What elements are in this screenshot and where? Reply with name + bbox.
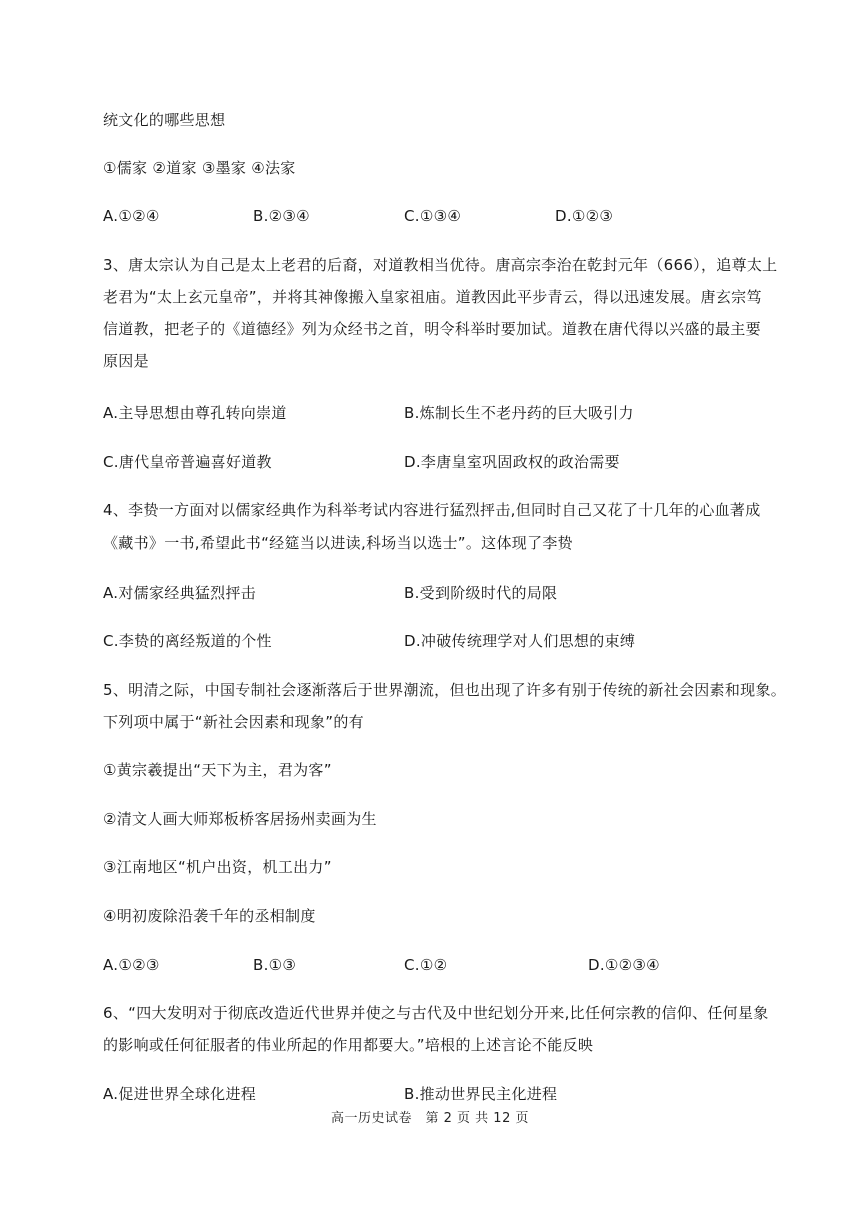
q6-options-row-1 (103, 1084, 783, 1104)
q3-stem-line-2: 老君为“太上玄元皇帝”，并将其神像搬入皇家祖庙。道教因此平步青云，得以迅速发展。唐玄宗笃 (103, 288, 762, 306)
q2-stem-tail: 统文化的哪些思想 (103, 111, 226, 129)
q5-item-1: ①黄宗羲提出“天下为主，君为客” (103, 761, 332, 779)
q5-option-c[interactable]: C.①② (404, 956, 448, 974)
q3-stem-line-1: 3、唐太宗认为自己是太上老君的后裔，对道教相当优待。唐高宗李治在乾封元年（666），追尊太上 (103, 256, 778, 274)
q4-option-b[interactable]: B.受到阶级时代的局限 (404, 584, 558, 602)
page-footer: 高一历史试卷 第 2 页 共 12 页 (331, 1111, 529, 1126)
q3-stem-line-3: 信道教，把老子的《道德经》列为众经书之首，明令科举时要加试。道教在唐代得以兴盛的最主要 (103, 320, 761, 338)
q2-option-b[interactable]: B.②③④ (253, 207, 310, 225)
q5-stem-line-2: 下列项中属于“新社会因素和现象”的有 (103, 713, 364, 731)
q5-options (103, 955, 783, 975)
q3-options-row-2 (103, 452, 783, 472)
q4-options-row-2 (103, 631, 783, 651)
q4-stem-line-2: 《藏书》一书,希望此书“经筵当以进读,科场当以选士”。这体现了李贽 (103, 534, 573, 552)
q2-options (103, 206, 783, 226)
q5-item-4: ④明初废除沿袭千年的丞相制度 (103, 907, 316, 925)
q2-items: ①儒家 ②道家 ③墨家 ④法家 (103, 159, 296, 177)
q6-option-b[interactable]: B.推动世界民主化进程 (404, 1085, 558, 1103)
q5-option-a[interactable]: A.①②③ (103, 956, 160, 974)
q3-option-a[interactable]: A.主导思想由尊孔转向崇道 (103, 404, 287, 422)
q3-option-b[interactable]: B.炼制长生不老丹药的巨大吸引力 (404, 404, 634, 422)
q4-options-row-1 (103, 583, 783, 603)
q4-stem-line-1: 4、李贽一方面对以儒家经典作为科举考试内容进行猛烈抨击,但同时自己又花了十几年的心血著成 (103, 501, 761, 519)
q2-option-d[interactable]: D.①②③ (555, 207, 614, 225)
q3-option-c[interactable]: C.唐代皇帝普遍喜好道教 (103, 453, 272, 471)
q5-stem-line-1: 5、明清之际，中国专制社会逐渐落后于世界潮流，但也出现了许多有别于传统的新社会因素和现象。 (103, 681, 787, 699)
q6-stem-line-1: 6、“四大发明对于彻底改造近代世界并使之与古代及中世纪划分开来,比任何宗教的信仰、任何星象 (103, 1004, 769, 1022)
q5-item-2: ②清文人画大师郑板桥客居扬州卖画为生 (103, 810, 377, 828)
q2-option-c[interactable]: C.①③④ (404, 207, 462, 225)
q5-option-b[interactable]: B.①③ (253, 956, 297, 974)
q2-option-a[interactable]: A.①②④ (103, 207, 160, 225)
q3-stem-line-4: 原因是 (103, 352, 149, 370)
q4-option-c[interactable]: C.李贽的离经叛道的个性 (103, 632, 272, 650)
q6-stem-line-2: 的影响或任何征服者的伟业所起的作用都要大。”培根的上述言论不能反映 (103, 1036, 594, 1054)
q4-option-a[interactable]: A.对儒家经典猛烈抨击 (103, 584, 257, 602)
q3-options-row-1 (103, 403, 783, 423)
q4-option-d[interactable]: D.冲破传统理学对人们思想的束缚 (404, 632, 636, 650)
q6-option-a[interactable]: A.促进世界全球化进程 (103, 1085, 257, 1103)
q5-option-d[interactable]: D.①②③④ (588, 956, 660, 974)
q5-item-3: ③江南地区“机户出资，机工出力” (103, 858, 332, 876)
q3-option-d[interactable]: D.李唐皇室巩固政权的政治需要 (404, 453, 620, 471)
